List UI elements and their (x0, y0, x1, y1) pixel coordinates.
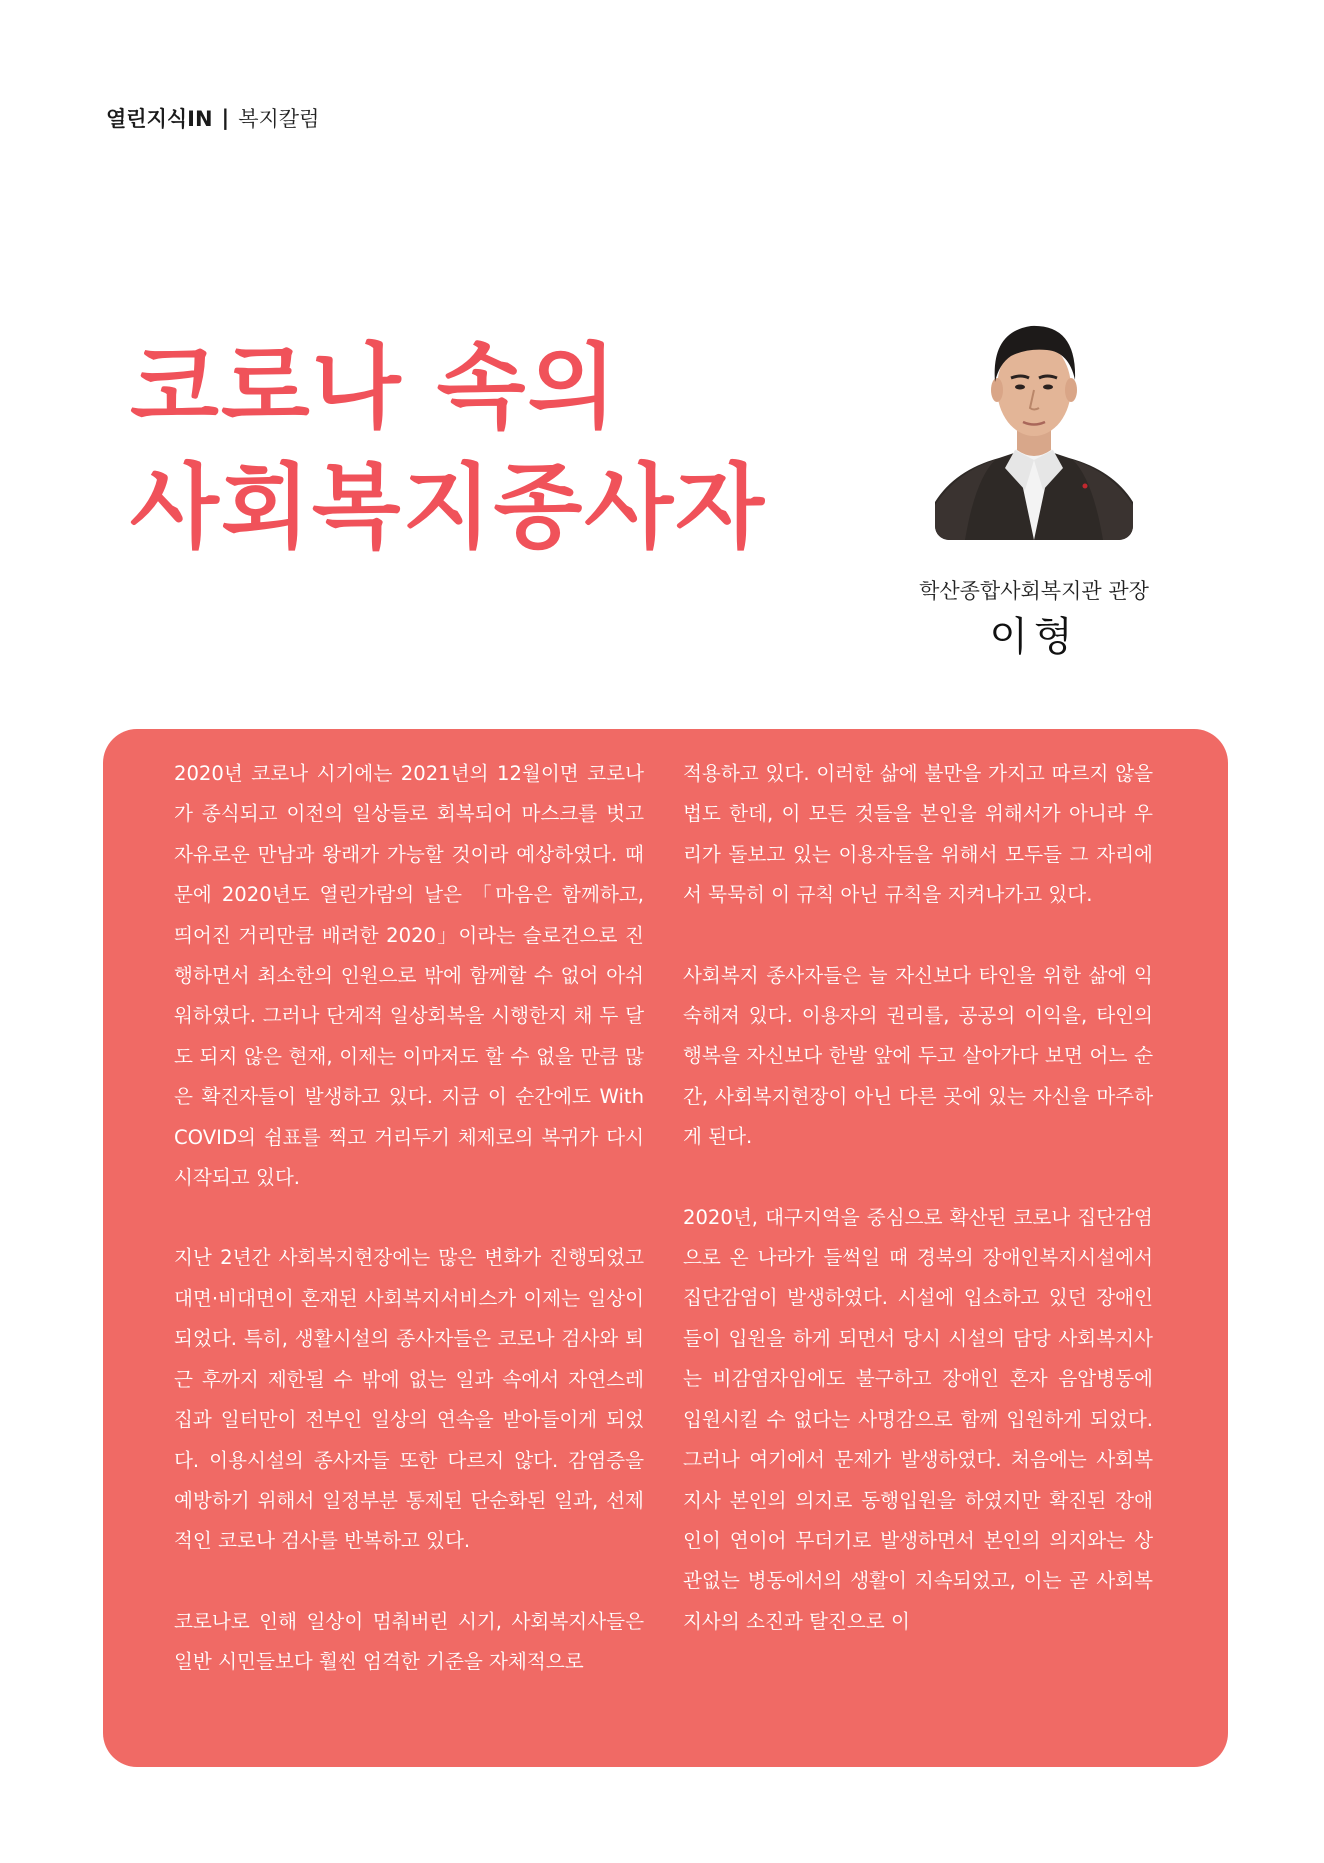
article-title (130, 328, 766, 568)
article-column-right (683, 754, 1153, 1682)
author-name: 이형 (989, 614, 1079, 660)
author-title: 학산종합사회복지관 관장 (919, 579, 1149, 603)
article-paragraph: 적용하고 있다. 이러한 삶에 불만을 가지고 따르지 않을 법도 한데, 이 모든 것들을 본인을 위해서가 아니라 우리가 돌보고 있는 이용자들을 위해서 모두들 그 자리에서 묵묵히 이 규칙 아닌 규칙을 지켜나가고 있다. (683, 762, 1153, 907)
article-paragraph: 사회복지 종사자들은 늘 자신보다 타인을 위한 삶에 익숙해져 있다. 이용자의 권리를, 공공의 이익을, 타인의 행복을 자신보다 한발 앞에 두고 살아가다 보면 어느 순간, 사회복지현장이 아닌 다른 곳에 있는 자신을 마주하게 된다. (683, 963, 1153, 1149)
section-label: 복지칼럼 (238, 107, 320, 131)
article-paragraph: 코로나로 인해 일상이 멈춰버린 시기, 사회복지사들은 일반 시민들보다 훨씬 엄격한 기준을 자체적으로 (174, 1609, 644, 1674)
article-paragraph: 2020년 코로나 시기에는 2021년의 12월이면 코로나가 종식되고 이전의 일상들로 회복되어 마스크를 벗고 자유로운 만남과 왕래가 가능할 것이라 예상하였다. 때문에 2020년도 열린가람의 날은 「마음은 함께하고, 띄어진 거리만큼 배려한 2020」이라는 슬로건으로 진행하면서 최소한의 인원으로 밖에 함께할 수 없어 아쉬워하였다. 그러나 단계적 일상회복을 시행한지 채 두 달도 되지 않은 현재, 이제는 이마저도 할 수 없을 만큼 많은 확진자들이 발생하고 있다. 지금 이 순간에도 With COVID의 쉼표를 찍고 거리두기 체제로의 복귀가 다시 시작되고 있다. (174, 762, 644, 1190)
article-title-line-1: 코로나 속의 (130, 334, 619, 441)
author-portrait-image (935, 290, 1133, 540)
article-body-panel (103, 729, 1228, 1767)
magazine-brand: 열린지식IN (106, 107, 213, 131)
header-separator: | (221, 106, 230, 130)
article-paragraph: 2020년, 대구지역을 중심으로 확산된 코로나 집단감염으로 온 나라가 들썩일 때 경북의 장애인복지시설에서 집단감염이 발생하였다. 시설에 입소하고 있던 장애인들이 입원을 하게 되면서 당시 시설의 담당 사회복지사는 비감염자임에도 불구하고 장애인 혼자 음압병동에 입원시킬 수 없다는 사명감으로 함께 입원하게 되었다. 그러나 여기에서 문제가 발생하였다. 처음에는 사회복지사 본인의 의지로 동행입원을 하였지만 확진된 장애인이 연이어 무더기로 발생하면서 본인의 의지와는 상관없는 병동에서의 생활이 지속되었고, 이는 곧 사회복지사의 소진과 탈진으로 이 (683, 1205, 1153, 1633)
article-paragraph: 지난 2년간 사회복지현장에는 많은 변화가 진행되었고 대면·비대면이 혼재된 사회복지서비스가 이제는 일상이 되었다. 특히, 생활시설의 종사자들은 코로나 검사와 퇴근 후까지 제한될 수 밖에 없는 일과 속에서 자연스레 집과 일터만이 전부인 일상의 연속을 받아들이게 되었다. 이용시설의 종사자들 또한 다르지 않다. 감염증을 예방하기 위해서 일정부분 통제된 단순화된 일과, 선제적인 코로나 검사를 반복하고 있다. (174, 1246, 644, 1553)
article-title-line-2: 사회복지종사자 (130, 454, 767, 561)
article-column-left (174, 754, 644, 1723)
author-photo (935, 290, 1133, 540)
page-header (106, 103, 319, 133)
